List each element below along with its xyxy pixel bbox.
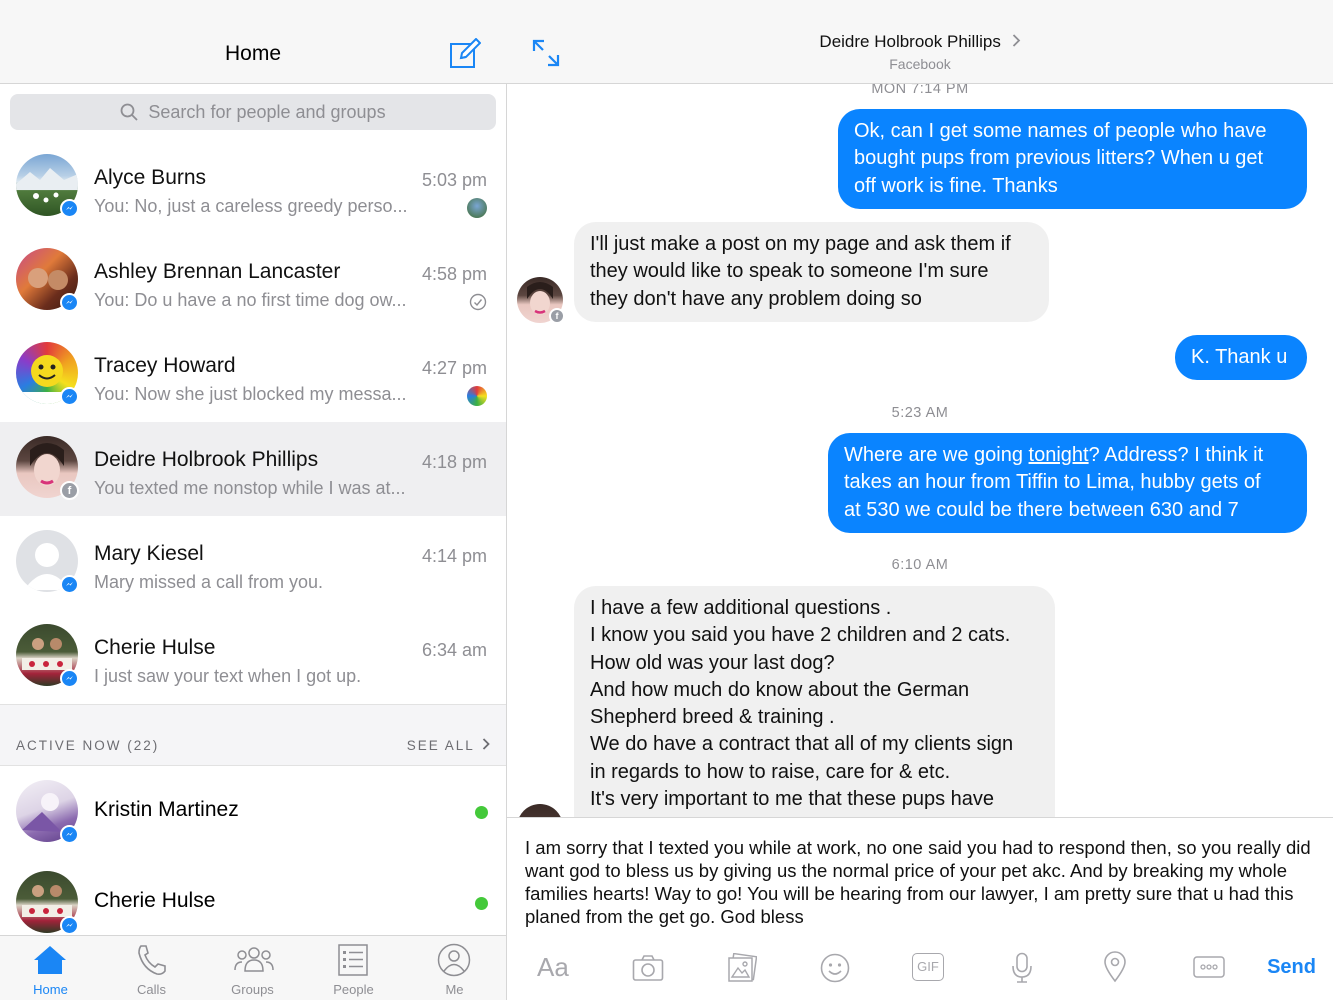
facebook-badge-icon: f [549,308,565,324]
conversation-snippet: You texted me nonstop while I was at... [94,478,406,498]
timestamp: MON 7:14 PM [871,84,969,97]
emoji-icon[interactable] [820,953,850,983]
conversation-time: 6:34 am [421,640,487,660]
more-icon[interactable] [1193,955,1225,979]
conversation-time: 4:18 pm [421,452,487,472]
composer-toolbar [507,950,1333,990]
active-person-row[interactable] [0,766,506,856]
tab-label: Calls [137,982,166,997]
conversation-row[interactable] [0,140,506,234]
people-list-icon [334,943,372,977]
tab-label: Home [33,982,68,997]
active-person-name: Cherie Hulse [94,889,216,912]
search-icon [120,103,138,121]
conversation-name: Ashley Brennan Lancaster [94,260,341,283]
send-button[interactable]: Send [1267,956,1316,978]
chat-header [507,0,1333,84]
tab-groups[interactable] [202,936,303,1000]
tab-label: People [333,982,374,997]
message-link[interactable]: tonight [1028,444,1089,466]
conversation-time: 4:27 pm [421,358,487,378]
incoming-message[interactable]: I have a few additional questions . I know you said you have 2 children and 2 cats. How old was your last dog? And how much do know about the German Shepherd breed & training . We do have a contract that all of my clients sign in regards to how to raise, care for & etc. It's very important to me that these pups have [574,586,1055,817]
message-text: ? Address? I think it takes an hour from Tiffin to Lima, hubby gets of at 530 we could be there between 630 and 7 [844,444,1264,521]
tab-label: Me [445,982,464,997]
home-header [0,0,507,84]
message-thread[interactable] [507,84,1333,817]
compose-icon[interactable] [449,38,481,70]
outgoing-message[interactable] [828,433,1307,533]
messenger-badge-icon [60,825,79,844]
message-input[interactable]: I am sorry that I texted you while at work, no one said you had to respond then, so you really did want god to bless us by giving us the normal price of your pet akc. And by breaking my whole families hearts! Way to go! You will be hearing from our lawyer, I am pretty sure that u had this planed from the get go. God bless [525,837,1311,927]
gif-icon[interactable]: GIF [912,953,944,981]
camera-icon[interactable] [632,954,664,982]
conversation-name: Cherie Hulse [94,636,216,659]
phone-icon [132,943,170,977]
conversation-snippet: Mary missed a call from you. [94,572,324,592]
conversation-name: Alyce Burns [94,166,207,189]
messenger-badge-icon [60,293,79,312]
tab-label: Groups [231,982,274,997]
tab-me[interactable] [404,936,505,1000]
messenger-badge-icon [60,669,79,688]
conversation-row[interactable] [0,422,506,516]
outgoing-message[interactable]: K. Thank u [1175,335,1307,380]
search-placeholder: Search for people and groups [148,101,386,122]
active-person-name: Kristin Martinez [94,798,239,821]
conversation-time: 4:14 pm [421,546,487,566]
text-format-icon[interactable]: Aa [537,952,569,982]
message-composer [507,817,1333,1000]
chat-title-button[interactable] [507,32,1333,52]
timestamp: 6:10 AM [891,557,949,573]
conversation-time: 5:03 pm [421,170,487,190]
message-text: Where are we going [844,444,1029,466]
conversation-snippet: You: Do u have a no first time dog ow... [94,290,407,310]
location-icon[interactable] [1103,951,1127,983]
delivered-check-icon [469,293,487,311]
tab-calls[interactable] [101,936,202,1000]
active-now-header [0,704,506,766]
conversation-name: Tracey Howard [94,354,236,377]
page-title: Home [224,42,282,65]
tab-home[interactable] [0,936,101,1000]
messenger-badge-icon [60,575,79,594]
conversation-list-pane [0,0,507,1000]
microphone-icon[interactable] [1010,952,1034,984]
home-icon [31,943,69,977]
online-status-dot [475,897,488,910]
conversation-row[interactable] [0,328,506,422]
search-input[interactable] [10,94,496,130]
profile-icon [435,943,473,977]
conversation-snippet: You: No, just a careless greedy perso... [94,196,408,216]
chat-title: Deidre Holbrook Phillips [819,32,1001,51]
chat-subtitle: Facebook [889,56,951,72]
chevron-right-icon [482,738,490,750]
tab-bar [0,935,506,1000]
online-status-dot [475,806,488,819]
messenger-badge-icon [60,916,79,935]
gallery-icon[interactable] [727,953,757,983]
conversation-row[interactable] [0,516,506,610]
see-all-button[interactable] [407,738,490,753]
messenger-badge-icon [60,199,79,218]
sender-avatar [517,804,563,817]
conversation-name: Mary Kiesel [94,542,204,565]
conversation-row[interactable] [0,234,506,328]
conversation-snippet: I just saw your text when I got up. [94,666,362,686]
active-person-row[interactable] [0,857,506,947]
groups-icon [233,943,275,977]
conversation-snippet: You: Now she just blocked my messa... [94,384,407,404]
conversation-time: 4:58 pm [421,264,487,284]
tab-people[interactable] [303,936,404,1000]
messenger-badge-icon [60,387,79,406]
outgoing-message[interactable]: Ok, can I get some names of people who have bought pups from previous litters? When u get off work is fine. Thanks [838,109,1307,209]
seen-avatar-icon [467,386,487,406]
facebook-badge-icon: f [60,481,79,500]
incoming-message[interactable]: I'll just make a post on my page and ask them if they would like to speak to someone I'm sure they don't have any problem doing so [574,222,1049,322]
conversation-name: Deidre Holbrook Phillips [94,448,319,471]
see-all-label: SEE ALL [406,738,475,753]
timestamp: 5:23 AM [891,405,949,421]
conversation-row[interactable] [0,610,506,704]
seen-avatar-icon [467,198,487,218]
active-now-label: ACTIVE NOW (22) [16,738,160,753]
chevron-right-icon [1012,34,1021,47]
